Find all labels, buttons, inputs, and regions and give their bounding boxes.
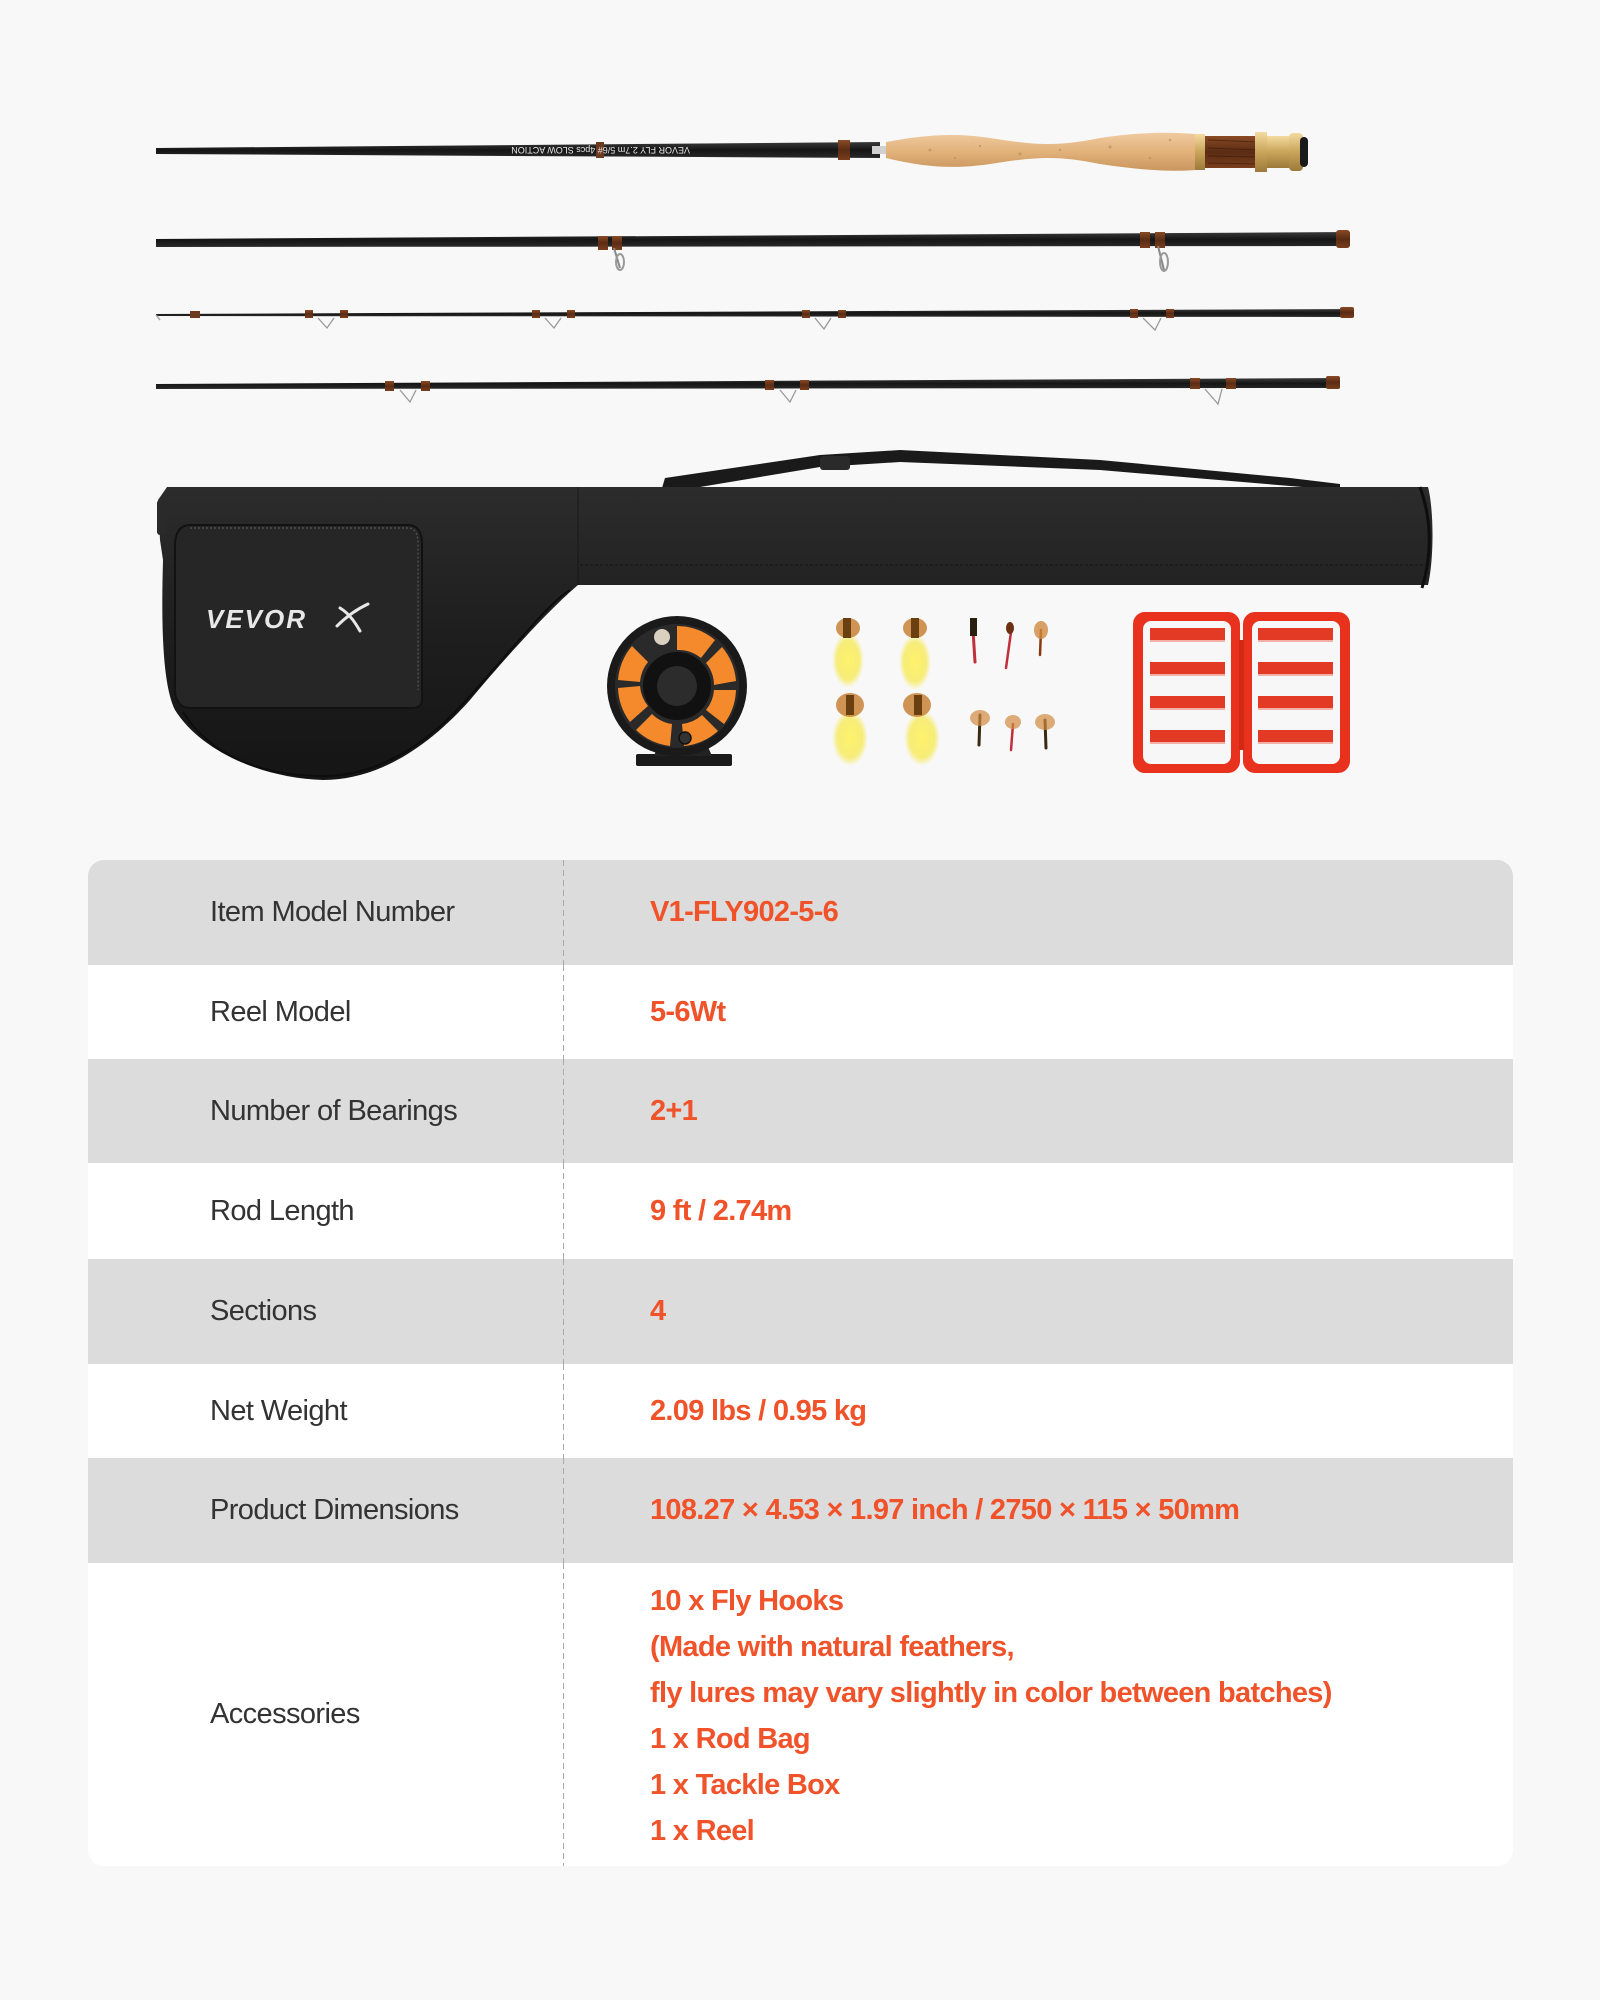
spec-row-accessories: [88, 1563, 1513, 1866]
tackle-box: [1133, 612, 1350, 773]
spec-row-sections: [88, 1259, 1513, 1364]
column-divider: [563, 1364, 564, 1458]
accessory-line: fly lures may vary slightly in color between batches): [650, 1676, 1332, 1709]
svg-text:VEVOR: VEVOR: [206, 604, 308, 634]
spec-row-net-weight: [88, 1364, 1513, 1458]
column-divider: [563, 1163, 564, 1259]
accessory-line: 1 x Reel: [650, 1814, 755, 1847]
spec-label: Net Weight: [210, 1394, 347, 1427]
column-divider: [563, 860, 564, 965]
column-divider: [563, 965, 564, 1059]
accessory-line: 1 x Rod Bag: [650, 1722, 810, 1755]
spec-table: [88, 860, 1513, 1866]
rod-section-tip: [156, 307, 1354, 330]
accessory-line: 10 x Fly Hooks: [650, 1584, 844, 1617]
spec-value: 2+1: [650, 1094, 698, 1127]
spec-value: 4: [650, 1295, 666, 1327]
spec-row-product-dimensions: [88, 1458, 1513, 1563]
spec-value: 5-6Wt: [650, 995, 726, 1028]
spec-value: 2.09 lbs / 0.95 kg: [650, 1394, 867, 1427]
column-divider: [563, 1563, 564, 1866]
column-divider: [563, 1059, 564, 1163]
column-divider: [563, 1259, 564, 1364]
spec-label: Sections: [210, 1295, 317, 1327]
rod-section-3: [156, 376, 1340, 404]
accessory-line: 1 x Tackle Box: [650, 1768, 840, 1801]
spec-label: Product Dimensions: [210, 1494, 459, 1526]
spec-value: V1-FLY902-5-6: [650, 896, 839, 928]
spec-label: Item Model Number: [210, 896, 455, 928]
accessory-line: (Made with natural feathers,: [650, 1630, 1014, 1663]
spec-label: Accessories: [210, 1698, 360, 1730]
spec-label: Rod Length: [210, 1194, 354, 1227]
rod-section-2: [156, 230, 1350, 271]
spec-value: 108.27 × 4.53 × 1.97 inch / 2750 × 115 × 50mm: [650, 1494, 1240, 1526]
spec-value: 9 ft / 2.74m: [650, 1194, 792, 1227]
fly-hooks: [832, 618, 1055, 766]
spec-row-item-model-number: [88, 860, 1513, 965]
spec-row-reel-model: [88, 965, 1513, 1059]
rod-label-text: VEVOR FLY 2.7m 5/6# 4pcs SLOW ACTION: [511, 145, 690, 155]
rod-section-butt: [156, 132, 1308, 172]
spec-value-list: [563, 1576, 1513, 1854]
product-photo: [0, 0, 1600, 820]
spec-label: Number of Bearings: [210, 1094, 458, 1127]
spec-label: Reel Model: [210, 995, 351, 1028]
spec-row-rod-length: [88, 1163, 1513, 1259]
spec-row-number-of-bearings: [88, 1059, 1513, 1163]
fly-reel: [607, 616, 747, 766]
column-divider: [563, 1458, 564, 1563]
